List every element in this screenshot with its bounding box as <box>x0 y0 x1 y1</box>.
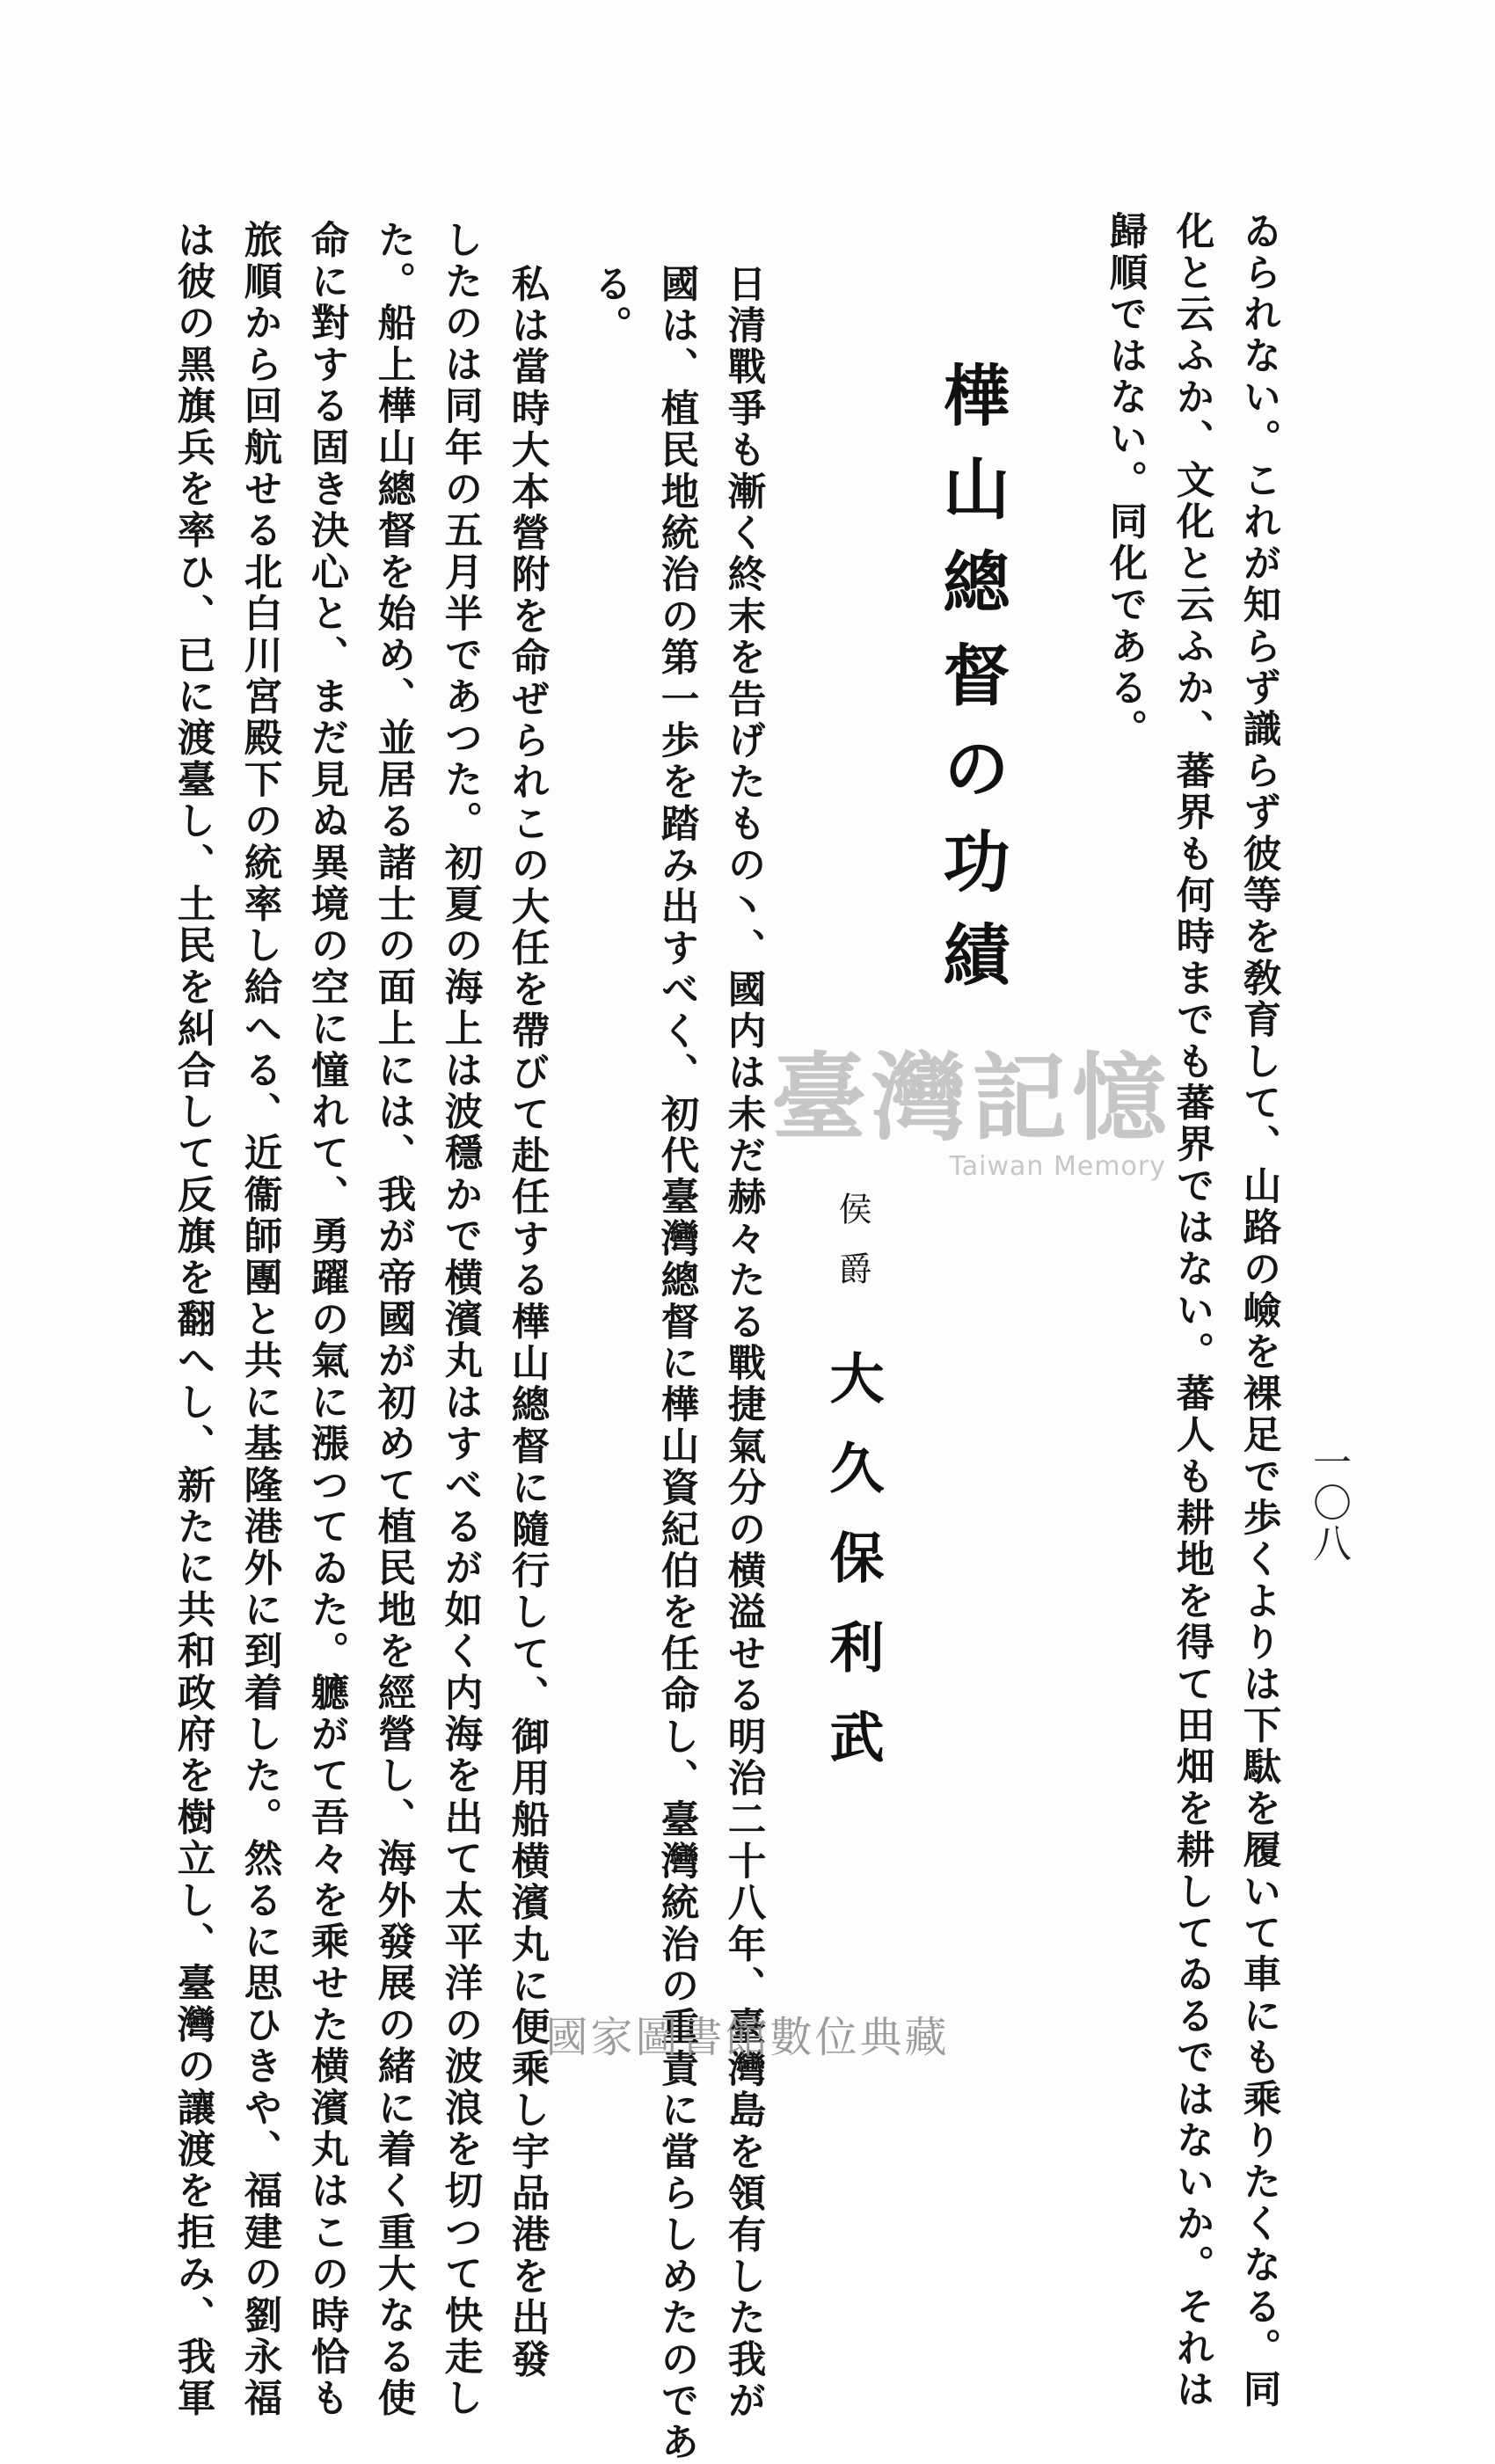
body-column-9: は彼の黑旗兵を率ひ、已に渡臺し、土民を糾合して反旗を翻へし、新たに共和政府を樹立し、臺灣の讓渡を拒み、我軍 <box>171 220 216 2420</box>
body-column-7: 命に對する固き決心と、まだ見ぬ異境の空に憧れて、勇躍の氣に漲つてゐた。軈がて吾々を乘せた横濱丸はこの時恰も <box>304 220 350 2420</box>
watermark-logo-text: 臺灣記憶 <box>770 1043 1172 1154</box>
intro-column-3: 歸順ではない。同化である。 <box>1103 211 1149 751</box>
page-number: 一〇八 <box>1306 1442 1351 1564</box>
footer-credit: 國家圖書館數位典藏 <box>545 2013 950 2062</box>
article-title: 樺山總督の功績 <box>932 361 1010 1013</box>
author-rank: 侯爵 <box>833 1192 871 1311</box>
body-column-6: た。船上樺山總督を始め、並居る諸士の面上には、我が帝國が初めて植民地を經營し、海外發展の緒に着く重大なる使 <box>371 220 417 2420</box>
body-column-8: 旅順から回航せる北白川宮殿下の統率し給へる、近衞師團と共に基隆港外に到着した。然るに思ひきや、福建の劉永福 <box>237 220 283 2420</box>
author-name: 大久保利武 <box>820 1350 885 1798</box>
watermark-subtext: Taiwan Memory <box>949 1151 1166 1182</box>
body-column-1: 日清戰爭も漸く終末を告げたもの丶、國内は未だ赫々たる戰捷氣分の横溢せる明治二十八年、臺灣島を領有した我が <box>721 264 767 2423</box>
intro-column-2: 化と云ふか、文化と云ふか、蕃界も何時までも蕃界ではない。蕃人も耕地を得て田畑を耕してゐるではないか。それは <box>1170 211 1215 2411</box>
body-column-2: 國は、植民地統治の第一歩を踏み出すべく、初代臺灣總督に樺山資紀伯を任命し、臺灣統治の重責に當らしめたのであ <box>654 264 700 2464</box>
body-column-5: したのは同年の五月半であつた。初夏の海上は波穩かで横濱丸はすべるが如く内海を出て太平洋の波浪を切つて快走し <box>438 220 484 2420</box>
watermark <box>765 1043 1178 1182</box>
body-column-4: 私は當時大本營附を命ぜられこの大任を帶びて赴任する樺山總督に隨行して、御用船横濱丸に便乘し宇品港を出發 <box>505 264 551 2381</box>
intro-column-1: ゐられない。これが知らず識らず彼等を敎育して、山路の嶮を裸足で歩くよりは下駄を履いて車にも乘りたくなる。同 <box>1236 211 1282 2411</box>
body-column-3: る。 <box>587 264 633 347</box>
